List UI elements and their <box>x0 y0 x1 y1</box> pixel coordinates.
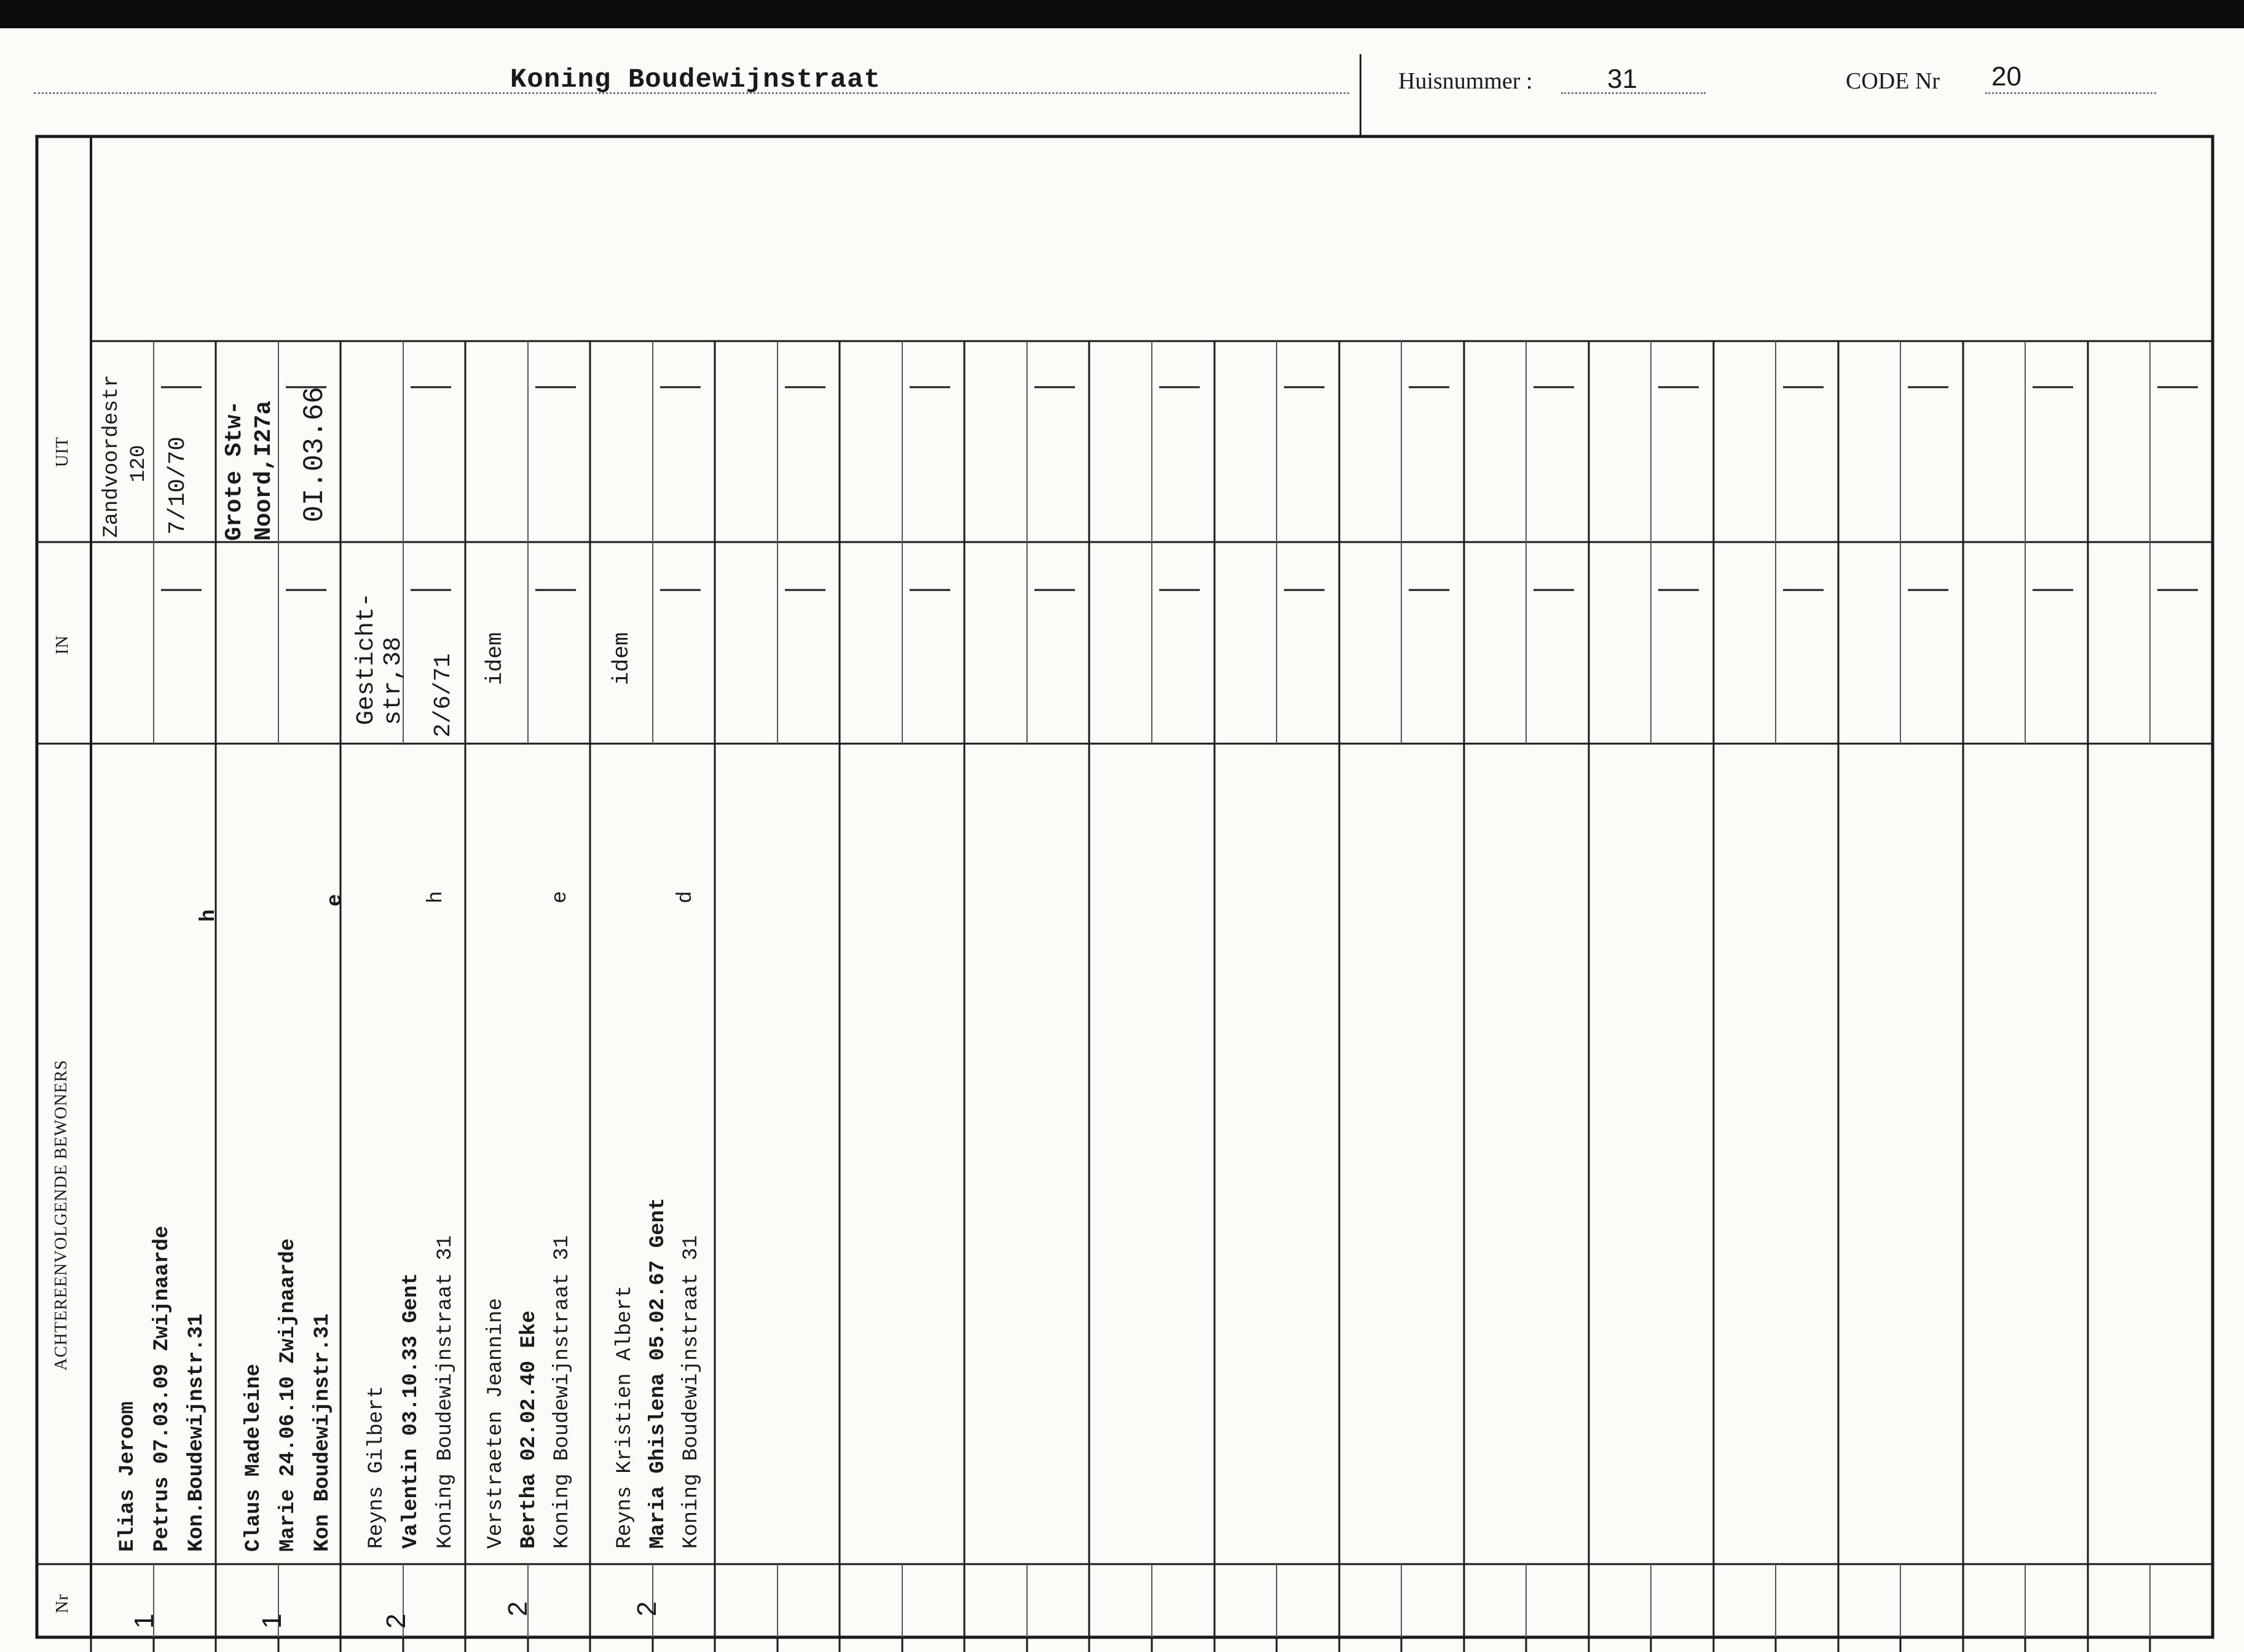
resident-line: Claus Madeleine <box>242 1363 266 1552</box>
entry-1-uit-address: Zandvoordestr 120 <box>100 374 151 538</box>
street-name: Koning Boudewijnstraat <box>510 65 881 95</box>
entry-3-in-date: 2/6/71 <box>430 653 457 738</box>
resident-line: Marie 24.06.10 Zwijnaarde <box>277 1238 300 1552</box>
resident-line: Bertha 02.02.40 Eke <box>518 1310 541 1549</box>
resident-line: Verstraeten Jeannine <box>484 1297 508 1549</box>
uit-header: UIT <box>53 436 72 467</box>
code-label: CODE Nr <box>1846 68 1940 94</box>
entry-5-nr: 2 <box>632 1601 662 1616</box>
nr-header: Nr <box>53 1594 72 1613</box>
entry-4-nr: 2 <box>503 1601 533 1616</box>
residents-header: ACHTEREENVOLGENDE BEWONERS <box>52 1060 71 1371</box>
entry-5-resident-lines <box>608 1198 708 1549</box>
entry-2-nr: 1 <box>257 1613 287 1629</box>
entry-3-nr: 2 <box>381 1613 411 1629</box>
resident-line: Koning Boudewijnstraat 31 <box>434 1235 457 1549</box>
resident-line: Petrus 07.03.09 Zwijnaarde <box>151 1225 174 1552</box>
resident-line: Kon.Boudewijnstr.31 <box>185 1313 208 1552</box>
resident-line: Maria Ghislena 05.02.67 Gent <box>647 1197 670 1549</box>
entry-1-uit-date: 7/10/70 <box>165 436 191 535</box>
house-number-label: Huisnummer : <box>1398 68 1533 94</box>
resident-line: Elias Jeroom <box>116 1401 140 1552</box>
resident-line: Koning Boudewijnstraat 31 <box>551 1235 574 1549</box>
entry-2-uit-date: 0I.03.66 <box>299 387 331 522</box>
entry-1-code: h <box>197 909 221 922</box>
entry-4-resident-lines <box>479 1235 579 1549</box>
entry-5-in-address: idem <box>609 632 634 685</box>
in-header: IN <box>53 635 72 655</box>
entry-2-resident-lines <box>237 1238 340 1552</box>
entry-2-uit-address: Grote Stw- Noord,I27a <box>221 400 277 541</box>
resident-line: Koning Boudewijnstraat 31 <box>680 1235 703 1549</box>
resident-line: Kon Boudewijnstr.31 <box>311 1313 334 1552</box>
entry-1-nr: 1 <box>129 1613 159 1629</box>
resident-line: Valentin 03.10.33 Gent <box>400 1273 423 1549</box>
entry-4-in-address: idem <box>482 632 508 685</box>
house-number: 31 <box>1607 64 1637 94</box>
resident-line: Reyns Kristien Albert <box>613 1285 637 1549</box>
entry-3-code: h <box>425 891 448 903</box>
entry-2-code: e <box>324 894 347 907</box>
entry-1-resident-lines <box>111 1226 214 1552</box>
entry-3-in-address: Gesticht- str,38 <box>353 592 407 725</box>
entry-3-resident-lines <box>360 1235 463 1549</box>
resident-line: Reyns Gilbert <box>365 1385 388 1549</box>
entry-4-code: e <box>549 891 572 903</box>
entry-5-code: d <box>674 891 698 903</box>
code-number: 20 <box>1991 61 2022 92</box>
